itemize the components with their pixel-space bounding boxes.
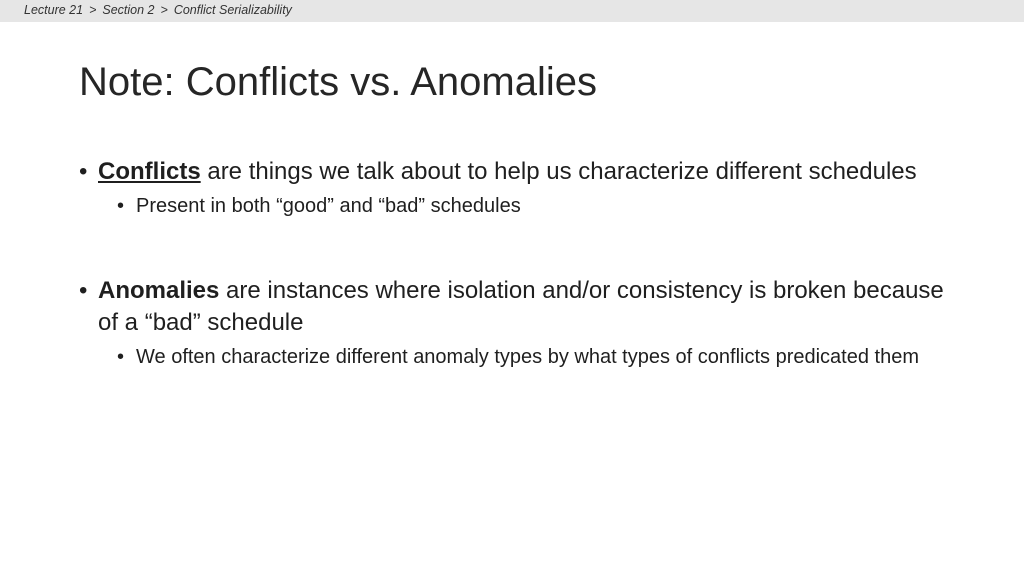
bullet-dot: • bbox=[79, 277, 88, 304]
breadcrumb bbox=[24, 3, 292, 17]
breadcrumb-bar bbox=[0, 0, 1024, 22]
subbullet-anomalies bbox=[117, 343, 959, 371]
bullet-dot: • bbox=[79, 158, 88, 185]
breadcrumb-separator: > bbox=[89, 3, 97, 17]
bullet-anomalies bbox=[79, 275, 959, 339]
subbullet-dot: • bbox=[117, 346, 125, 368]
breadcrumb-item-lecture: Lecture 21 bbox=[24, 3, 84, 17]
subbullet-text-anomalies: We often characterize different anomaly types by what types of conflicts predicated them bbox=[136, 346, 919, 368]
bullet-term-conflicts: Conflicts bbox=[98, 158, 201, 185]
subbullet-text-conflicts: Present in both “good” and “bad” schedules bbox=[136, 195, 521, 217]
bullet-text-anomalies: are instances where isolation and/or consistency is broken because of a “bad” schedule bbox=[98, 277, 944, 336]
bullet-term-anomalies: Anomalies bbox=[98, 277, 220, 304]
bullet-text-conflicts: are things we talk about to help us characterize different schedules bbox=[200, 158, 917, 185]
bullet-spacer bbox=[79, 220, 959, 275]
breadcrumb-separator: > bbox=[160, 3, 168, 17]
subbullet-dot: • bbox=[117, 195, 125, 217]
bullet-conflicts bbox=[79, 156, 959, 188]
slide-title: Note: Conflicts vs. Anomalies bbox=[79, 60, 597, 104]
subbullet-conflicts bbox=[117, 192, 959, 220]
bullet-list bbox=[79, 156, 959, 371]
breadcrumb-item-topic: Conflict Serializability bbox=[173, 3, 292, 17]
breadcrumb-item-section: Section 2 bbox=[102, 3, 155, 17]
